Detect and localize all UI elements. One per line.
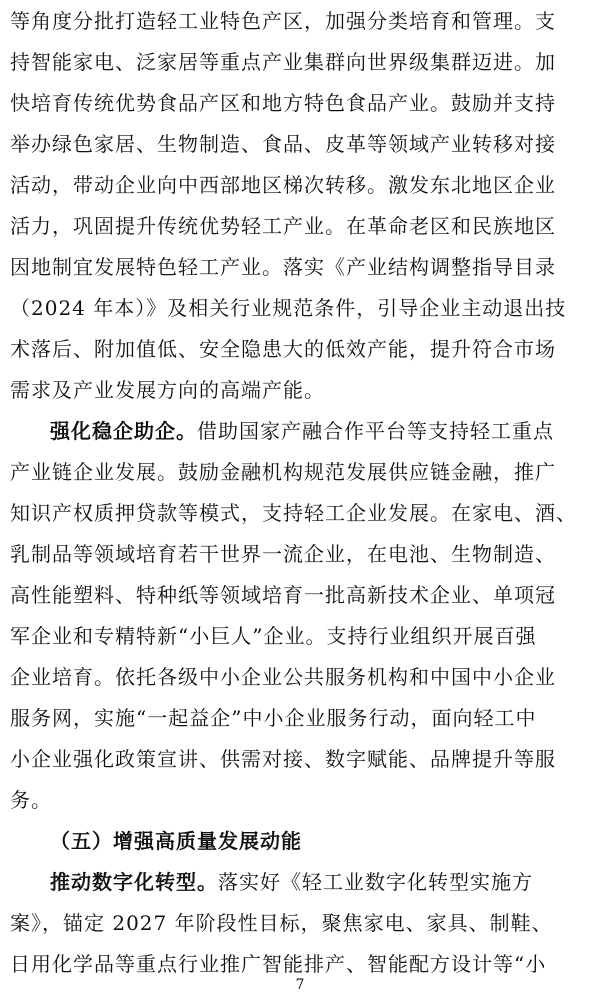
text-line: 案》，锚定 2027 年阶段性目标，聚焦家电、家具、制鞋、 (10, 911, 553, 935)
text-line: 小企业强化政策宣讲、供需对接、数字赋能、品牌提升等服 (10, 747, 556, 771)
text-line: 术落后、附加值低、安全隐患大的低效产能，提升符合市场 (10, 337, 556, 361)
text-line: 军企业和专精特新“小巨人”企业。支持行业组织开展百强 (10, 624, 537, 648)
text-line: 务。 (10, 788, 52, 812)
text-line: 因地制宜发展特色轻工产业。落实《产业结构调整指导目录 (10, 255, 556, 279)
text-line: 企业培育。依托各级中小企业公共服务机构和中国中小企业 (10, 665, 556, 689)
section-heading: （五）增强高质量发展动能 (50, 829, 302, 853)
paragraph-heading-continuation: 借助国家产融合作平台等支持轻工重点 (197, 419, 554, 443)
paragraph-industry-zones (10, 1, 590, 411)
paragraph-first-line (10, 862, 590, 903)
text-line: 活力，巩固提升传统优势轻工产业。在革命老区和民族地区 (10, 214, 556, 238)
paragraph-heading: 推动数字化转型。 (50, 870, 218, 894)
paragraph-digital-transformation (10, 862, 590, 985)
text-line: 高性能塑料、特种纸等领域培育一批高新技术企业、单项冠 (10, 583, 556, 607)
page-number: 7 (295, 977, 305, 993)
paragraph-first-line (10, 411, 590, 452)
text-line: 日用化学品等重点行业推广智能排产、智能配方设计等“小 (10, 952, 547, 976)
document-body (10, 1, 590, 985)
paragraph-heading-continuation: 落实好《轻工业数字化转型实施方 (218, 870, 533, 894)
text-line: 持智能家电、泛家居等重点产业集群向世界级集群迈进。加 (10, 50, 556, 74)
text-line: 知识产权质押贷款等模式，支持轻工企业发展。在家电、酒、 (10, 501, 577, 525)
text-line: 等角度分批打造轻工业特色产区，加强分类培育和管理。支 (10, 9, 556, 33)
text-line: （2024 年本）》及相关行业规范条件，引导企业主动退出技 (10, 296, 567, 320)
paragraph-heading: 强化稳企助企。 (50, 419, 197, 443)
text-line: 需求及产业发展方向的高端产能。 (10, 378, 325, 402)
text-line: 乳制品等领域培育若干世界一流企业，在电池、生物制造、 (10, 542, 556, 566)
paragraph-stabilize-enterprises (10, 411, 590, 821)
text-line: 活动，带动企业向中西部地区梯次转移。激发东北地区企业 (10, 173, 556, 197)
text-line: 快培育传统优势食品产区和地方特色食品产业。鼓励并支持 (10, 91, 556, 115)
text-line: 服务网，实施“一起益企”中小企业服务行动，面向轻工中 (10, 706, 537, 730)
text-line: 产业链企业发展。鼓励金融机构规范发展供应链金融，推广 (10, 460, 556, 484)
text-line: 举办绿色家居、生物制造、食品、皮革等领域产业转移对接 (10, 132, 556, 156)
